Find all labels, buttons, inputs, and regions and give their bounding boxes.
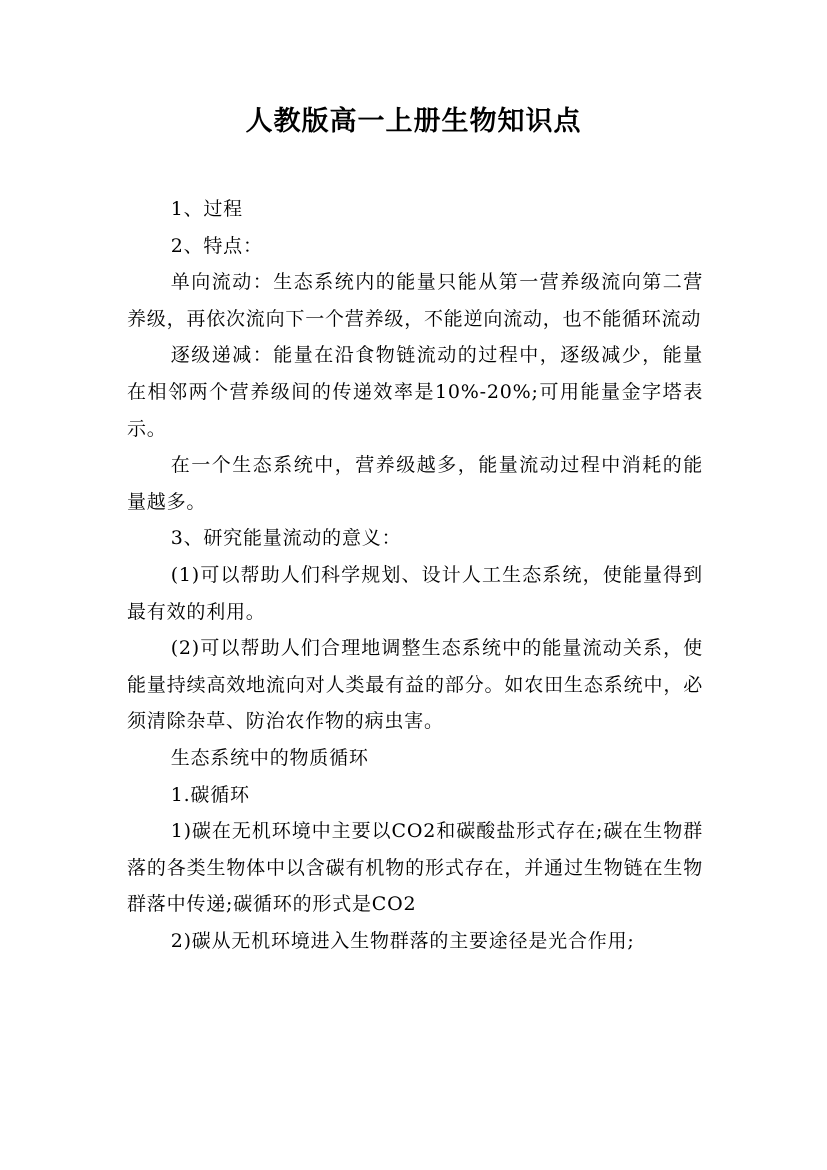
paragraph-matter-cycle-heading: 生态系统中的物质循环 (170, 746, 369, 769)
paragraph-trophic-levels: 在一个生态系统中，营养级越多，能量流动过程中消耗的能量越多。 (127, 454, 703, 513)
document-body (127, 191, 703, 959)
paragraph-carbon-cycle: 1.碳循环 (170, 783, 250, 806)
paragraph-carbon-forms: 1)碳在无机环境中主要以CO2和碳酸盐形式存在;碳在生物群落的各类生物体中以含碳有机物的形式存在，并通过生物链在生物群落中传递;碳循环的形式是CO2 (127, 820, 703, 916)
paragraph-significance-2: (2)可以帮助人们合理地调整生态系统中的能量流动关系，使能量持续高效地流向对人类最有益的部分。如农田生态系统中，必须清除杂草、防治农作物的病虫害。 (127, 637, 703, 733)
paragraph-decreasing: 逐级递减：能量在沿食物链流动的过程中，逐级减少，能量在相邻两个营养级间的传递效率是10%-20%;可用能量金字塔表示。 (127, 344, 703, 440)
paragraph-process: 1、过程 (170, 198, 243, 220)
paragraph-features: 2、特点： (170, 234, 263, 257)
paragraph-significance: 3、研究能量流动的意义： (170, 527, 402, 550)
paragraph-one-way-flow: 单向流动：生态系统内的能量只能从第一营养级流向第二营养级，再依次流向下一个营养级，不能逆向流动，也不能循环流动 (127, 271, 703, 330)
paragraph-carbon-entry: 2)碳从无机环境进入生物群落的主要途径是光合作用; (170, 929, 635, 952)
document-title: 人教版高一上册生物知识点 (245, 106, 582, 137)
paragraph-significance-1: (1)可以帮助人们科学规划、设计人工生态系统，使能量得到最有效的利用。 (127, 563, 703, 623)
